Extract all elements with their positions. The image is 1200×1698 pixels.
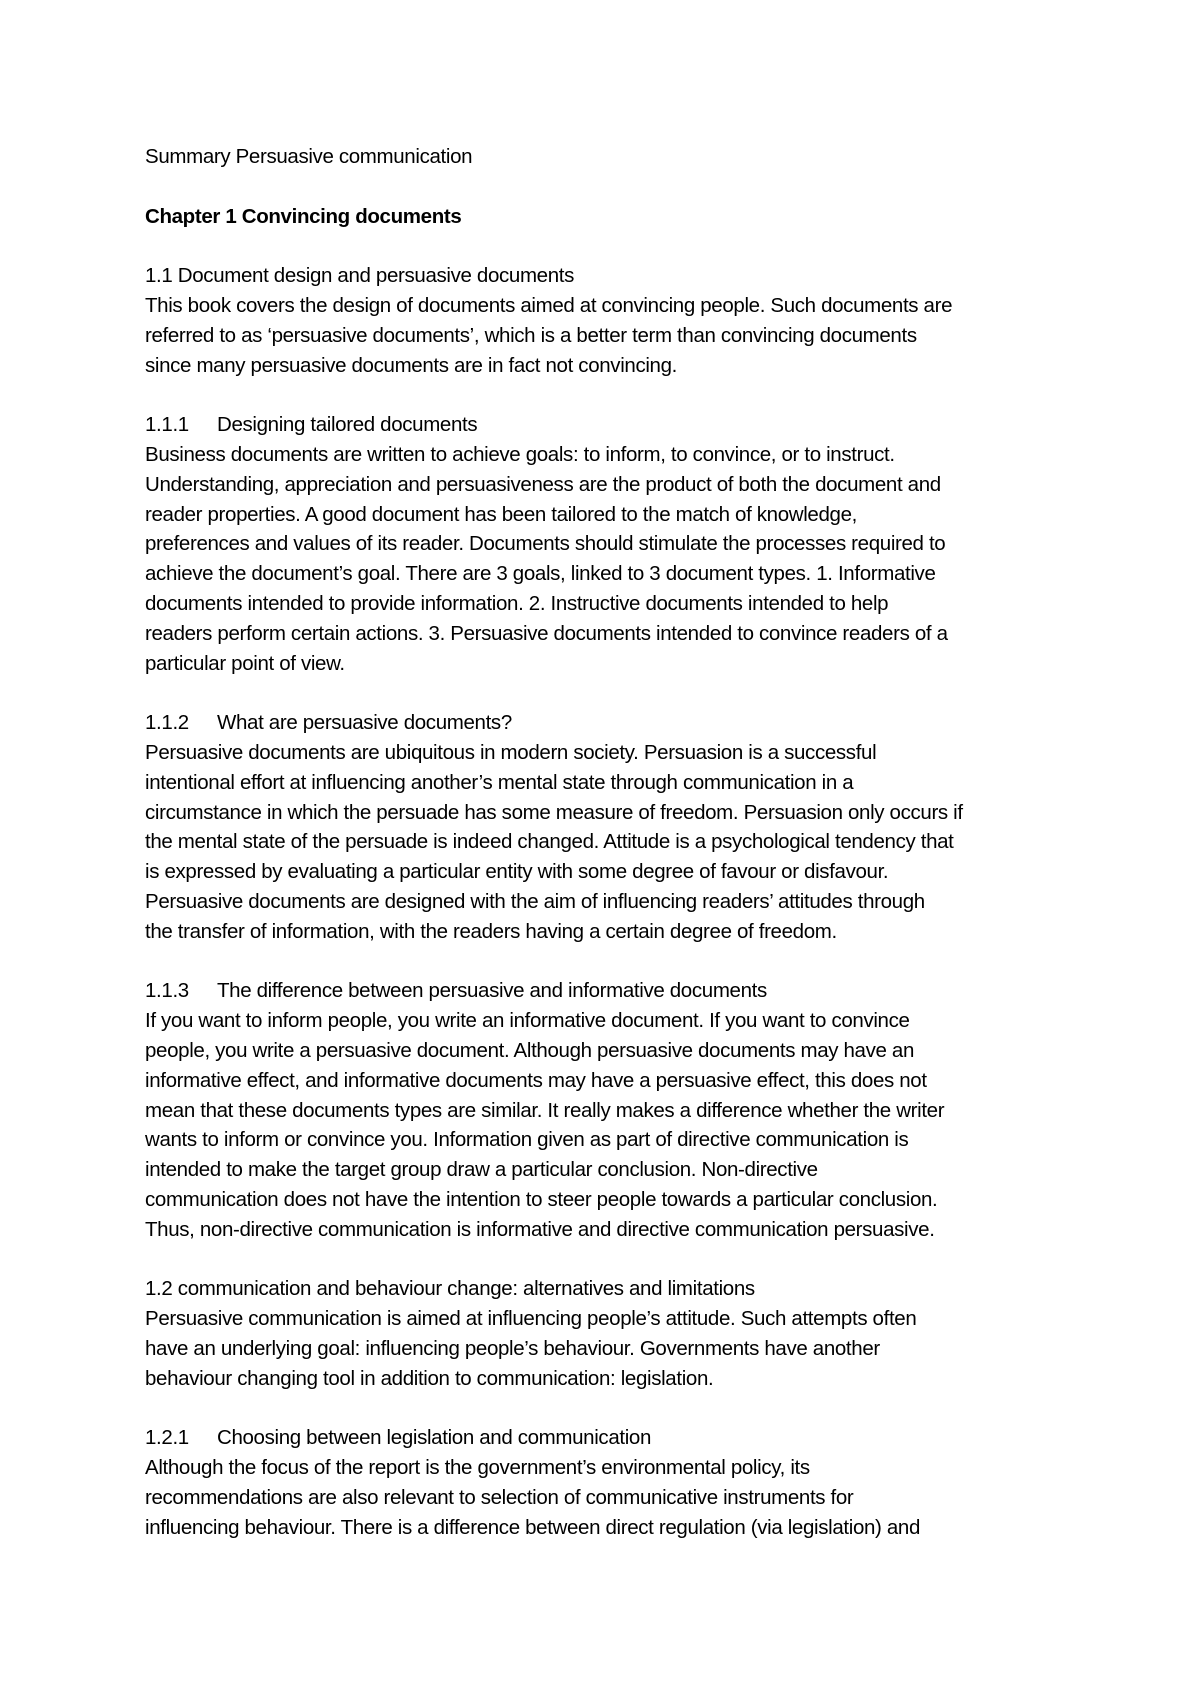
paragraph-line: This book covers the design of documents aimed at convincing people. Such documents are	[145, 293, 953, 317]
section-heading-text: The difference between persuasive and informative documents	[217, 979, 767, 1003]
paragraph-line: circumstance in which the persuade has some measure of freedom. Persuasion only occurs if	[145, 800, 963, 824]
paragraph-line: mean that these documents types are similar. It really makes a difference whether the writer	[145, 1098, 945, 1122]
paragraph-line: referred to as ‘persuasive documents’, which is a better term than convincing documents	[145, 323, 917, 347]
section-heading	[145, 708, 1070, 738]
section-heading	[145, 410, 1070, 440]
paragraph-line: wants to inform or convince you. Information given as part of directive communication is	[145, 1128, 909, 1152]
paragraph-line: the transfer of information, with the readers having a certain degree of freedom.	[145, 919, 837, 943]
section-heading-text: What are persuasive documents?	[217, 711, 512, 735]
spacer	[145, 678, 1070, 708]
paragraph-line: Thus, non-directive communication is informative and directive communication persuasive.	[145, 1217, 935, 1241]
paragraph-line: Persuasive documents are ubiquitous in modern society. Persuasion is a successful	[145, 740, 877, 764]
paragraph-line: have an underlying goal: influencing people’s behaviour. Governments have another	[145, 1336, 880, 1360]
section-number: 1.1.2	[145, 711, 189, 735]
paragraph-line: Persuasive communication is aimed at influencing people’s attitude. Such attempts often	[145, 1307, 917, 1331]
paragraph-line: since many persuasive documents are in fact not convincing.	[145, 353, 677, 377]
spacer	[145, 231, 1070, 261]
paragraph-line: achieve the document’s goal. There are 3 goals, linked to 3 document types. 1. Informative	[145, 562, 936, 586]
sections-container	[145, 261, 1070, 1542]
paragraph-line: reader properties. A good document has been tailored to the match of knowledge,	[145, 502, 857, 526]
section-heading	[145, 1423, 1070, 1453]
section-heading	[145, 1274, 1070, 1304]
paragraph-line: intentional effort at influencing another’s mental state through communication in a	[145, 770, 854, 794]
section	[145, 1423, 1070, 1542]
section	[145, 410, 1070, 708]
paragraph-line: the mental state of the persuade is indeed changed. Attitude is a psychological tendency that	[145, 830, 954, 854]
section-heading-text: Designing tailored documents	[217, 413, 478, 437]
spacer	[145, 172, 1070, 202]
paragraph-line: communication does not have the intention to steer people towards a particular conclusion.	[145, 1187, 938, 1211]
paragraph-line: influencing behaviour. There is a difference between direct regulation (via legislation) and	[145, 1515, 921, 1539]
section-number: 1.1.3	[145, 979, 189, 1003]
paragraph-line: is expressed by evaluating a particular entity with some degree of favour or disfavour.	[145, 860, 889, 884]
section-number: 1.2.1	[145, 1426, 189, 1450]
paragraph-line: preferences and values of its reader. Documents should stimulate the processes required to	[145, 532, 946, 556]
paragraph-line: Understanding, appreciation and persuasiveness are the product of both the document and	[145, 472, 941, 496]
spacer	[145, 947, 1070, 977]
chapter-title: Chapter 1 Convincing documents	[145, 204, 462, 228]
spacer	[145, 1244, 1070, 1274]
section	[145, 261, 1070, 410]
paragraph-line: Business documents are written to achieve goals: to inform, to convince, or to instruct.	[145, 442, 895, 466]
paragraph-line: behaviour changing tool in addition to communication: legislation.	[145, 1366, 714, 1390]
paragraph-line: Although the focus of the report is the government’s environmental policy, its	[145, 1456, 810, 1480]
section	[145, 976, 1070, 1274]
spacer	[145, 380, 1070, 410]
paragraph-line: people, you write a persuasive document. Although persuasive documents may have an	[145, 1038, 914, 1062]
section-heading-text: 1.2 communication and behaviour change: alternatives and limitations	[145, 1277, 755, 1301]
paragraph-line: informative effect, and informative documents may have a persuasive effect, this does not	[145, 1068, 927, 1092]
spacer	[145, 1393, 1070, 1423]
paragraph-line: Persuasive documents are designed with the aim of influencing readers’ attitudes through	[145, 889, 925, 913]
paragraph-line: recommendations are also relevant to selection of communicative instruments for	[145, 1485, 854, 1509]
section-heading-text: Choosing between legislation and communication	[217, 1426, 652, 1450]
section-heading	[145, 976, 1070, 1006]
document-page	[145, 142, 1070, 1542]
paragraph-line: intended to make the target group draw a particular conclusion. Non-directive	[145, 1158, 818, 1182]
section-heading	[145, 261, 1070, 291]
paragraph-line: particular point of view.	[145, 651, 345, 675]
paragraph-line: readers perform certain actions. 3. Persuasive documents intended to convince readers of a	[145, 621, 948, 645]
paragraph-line: documents intended to provide information. 2. Instructive documents intended to help	[145, 591, 889, 615]
section	[145, 708, 1070, 976]
section	[145, 1274, 1070, 1423]
paragraph-line: If you want to inform people, you write an informative document. If you want to convince	[145, 1009, 910, 1033]
section-heading-text: 1.1 Document design and persuasive documents	[145, 264, 575, 288]
document-title: Summary Persuasive communication	[145, 145, 473, 168]
section-number: 1.1.1	[145, 413, 189, 437]
